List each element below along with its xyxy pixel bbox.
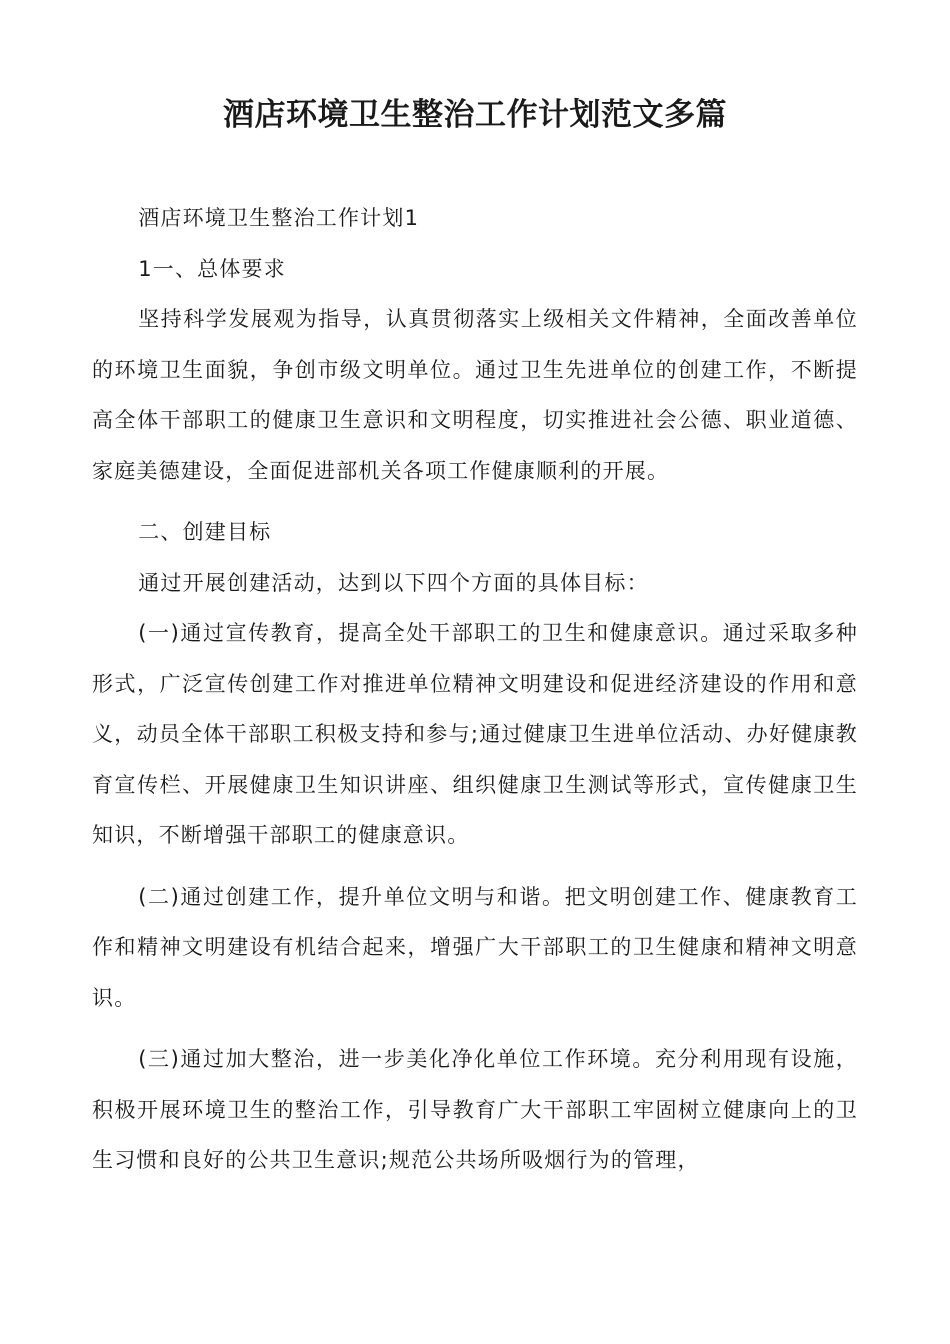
section-heading: 1一、总体要求	[138, 256, 286, 281]
body-paragraph: (一)通过宣传教育，提高全处干部职工的卫生和健康意识。通过采取多种形式，广泛宣传创建工作对推进单位精神文明建设和促进经济建设的作用和意义，动员全体干部职工积极支持和参与;通过健康卫生进单位活动、办好健康教育宣传栏、开展健康卫生知识讲座、组织健康卫生测试等形式，宣传健康卫生知识，不断增强干部职工的健康意识。	[92, 621, 858, 847]
body-paragraph: 通过开展创建活动，达到以下四个方面的具体目标：	[138, 570, 649, 595]
body-paragraph: (三)通过加大整治，进一步美化净化单位工作环境。充分利用现有设施，积极开展环境卫生的整治工作，引导教育广大干部职工牢固树立健康向上的卫生习惯和良好的公共卫生意识;规范公共场所吸烟行为的管理，	[92, 1047, 858, 1172]
section-heading: 酒店环境卫生整治工作计划1	[138, 206, 420, 230]
body-paragraph: (二)通过创建工作，提升单位文明与和谐。把文明创建工作、健康教育工作和精神文明建设有机结合起来，增强广大干部职工的卫生健康和精神文明意识。	[92, 884, 858, 1010]
body-paragraph: 坚持科学发展观为指导，认真贯彻落实上级相关文件精神，全面改善单位的环境卫生面貌，争创市级文明单位。通过卫生先进单位的创建工作，不断提高全体干部职工的健康卫生意识和文明程度，切实推进社会公德、职业道德、家庭美德建设，全面促进部机关各项工作健康顺利的开展。	[92, 307, 858, 483]
document-body	[92, 193, 858, 1186]
section-heading: 二、创建目标	[138, 520, 272, 544]
document-title: 酒店环境卫生整治工作计划范文多篇	[223, 97, 727, 133]
